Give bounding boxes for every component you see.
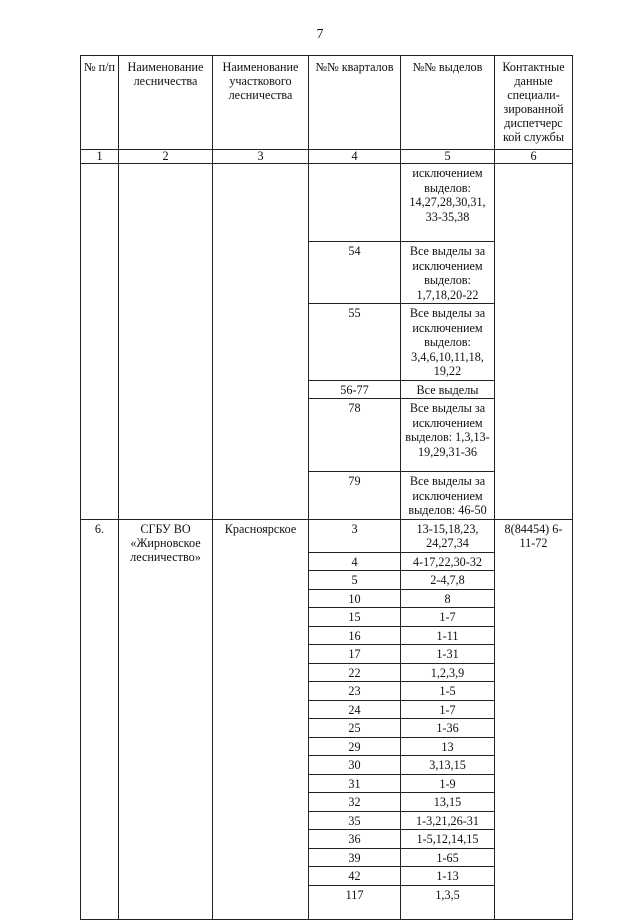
- header-forestry: Наименование лесничества: [119, 56, 213, 150]
- column-number: 2: [119, 150, 213, 164]
- quarter-cell: 5: [309, 571, 401, 590]
- quarter-cell: 39: [309, 848, 401, 867]
- column-number: 6: [495, 150, 573, 164]
- quarter-cell: 78: [309, 399, 401, 472]
- quarter-cell: 10: [309, 589, 401, 608]
- quarter-cell: 17: [309, 645, 401, 664]
- sections-cell: 1-11: [401, 626, 495, 645]
- sections-cell: 1-65: [401, 848, 495, 867]
- sections-cell: 1-5,12,14,15: [401, 830, 495, 849]
- sections-cell: 13: [401, 737, 495, 756]
- forestry-cell: [119, 164, 213, 520]
- entry-number: 6.: [81, 519, 119, 919]
- quarter-cell: 3: [309, 519, 401, 552]
- district-cell: [213, 164, 309, 520]
- sections-cell: 1,3,5: [401, 885, 495, 919]
- sections-cell: 1-31: [401, 645, 495, 664]
- sections-cell: 1-13: [401, 867, 495, 886]
- quarter-cell: 56-77: [309, 380, 401, 399]
- header-contact: Контактные данные специали-зированной диспетчерс кой службы: [495, 56, 573, 150]
- header-district: Наименование участкового лесничества: [213, 56, 309, 150]
- quarter-cell: 25: [309, 719, 401, 738]
- quarter-cell: 42: [309, 867, 401, 886]
- sections-cell: исключением выделов: 14,27,28,30,31, 33-35,38: [401, 164, 495, 242]
- contact-phone: 8(84454) 6-11-72: [495, 519, 573, 919]
- column-number-row: [81, 150, 573, 164]
- column-number: 4: [309, 150, 401, 164]
- sections-cell: 13-15,18,23, 24,27,34: [401, 519, 495, 552]
- quarter-cell: 16: [309, 626, 401, 645]
- forestry-name: СГБУ ВО «Жирновское лесничество»: [119, 519, 213, 919]
- sections-cell: Все выделы: [401, 380, 495, 399]
- quarter-cell: [309, 164, 401, 242]
- sections-cell: 1-7: [401, 608, 495, 627]
- sections-cell: 1-36: [401, 719, 495, 738]
- quarter-cell: 55: [309, 304, 401, 381]
- entry-6-section: [81, 519, 573, 919]
- table-header-row: [81, 56, 573, 150]
- header-number: № п/п: [81, 56, 119, 150]
- sections-cell: 3,13,15: [401, 756, 495, 775]
- sections-cell: 1-9: [401, 774, 495, 793]
- sections-cell: 1-5: [401, 682, 495, 701]
- table-row: [81, 519, 573, 552]
- quarter-cell: 79: [309, 472, 401, 520]
- quarter-cell: 22: [309, 663, 401, 682]
- quarter-cell: 24: [309, 700, 401, 719]
- quarter-cell: 32: [309, 793, 401, 812]
- quarter-cell: 30: [309, 756, 401, 775]
- sections-cell: 1-7: [401, 700, 495, 719]
- number-cell: [81, 164, 119, 520]
- quarter-cell: 31: [309, 774, 401, 793]
- quarter-cell: 36: [309, 830, 401, 849]
- sections-cell: Все выделы за исключением выделов: 1,7,18,20-22: [401, 242, 495, 304]
- sections-cell: Все выделы за исключением выделов: 46-50: [401, 472, 495, 520]
- header-quarters: №№ кварталов: [309, 56, 401, 150]
- contact-cell: [495, 164, 573, 520]
- quarter-cell: 35: [309, 811, 401, 830]
- sections-cell: Все выделы за исключением выделов: 3,4,6,10,11,18, 19,22: [401, 304, 495, 381]
- quarter-cell: 54: [309, 242, 401, 304]
- quarter-cell: 29: [309, 737, 401, 756]
- sections-cell: 8: [401, 589, 495, 608]
- column-number: 3: [213, 150, 309, 164]
- sections-cell: 4-17,22,30-32: [401, 552, 495, 571]
- sections-cell: 1-3,21,26-31: [401, 811, 495, 830]
- column-number: 1: [81, 150, 119, 164]
- quarter-cell: 15: [309, 608, 401, 627]
- continued-section: [81, 164, 573, 520]
- quarter-cell: 117: [309, 885, 401, 919]
- header-sections: №№ выделов: [401, 56, 495, 150]
- district-name: Красноярское: [213, 519, 309, 919]
- sections-cell: Все выделы за исключением выделов: 1,3,13-19,29,31-36: [401, 399, 495, 472]
- sections-cell: 1,2,3,9: [401, 663, 495, 682]
- quarter-cell: 23: [309, 682, 401, 701]
- forestry-table: [80, 55, 573, 920]
- quarter-cell: 4: [309, 552, 401, 571]
- table-row: [81, 164, 573, 242]
- column-number: 5: [401, 150, 495, 164]
- sections-cell: 2-4,7,8: [401, 571, 495, 590]
- page-number: 7: [316, 27, 324, 42]
- sections-cell: 13,15: [401, 793, 495, 812]
